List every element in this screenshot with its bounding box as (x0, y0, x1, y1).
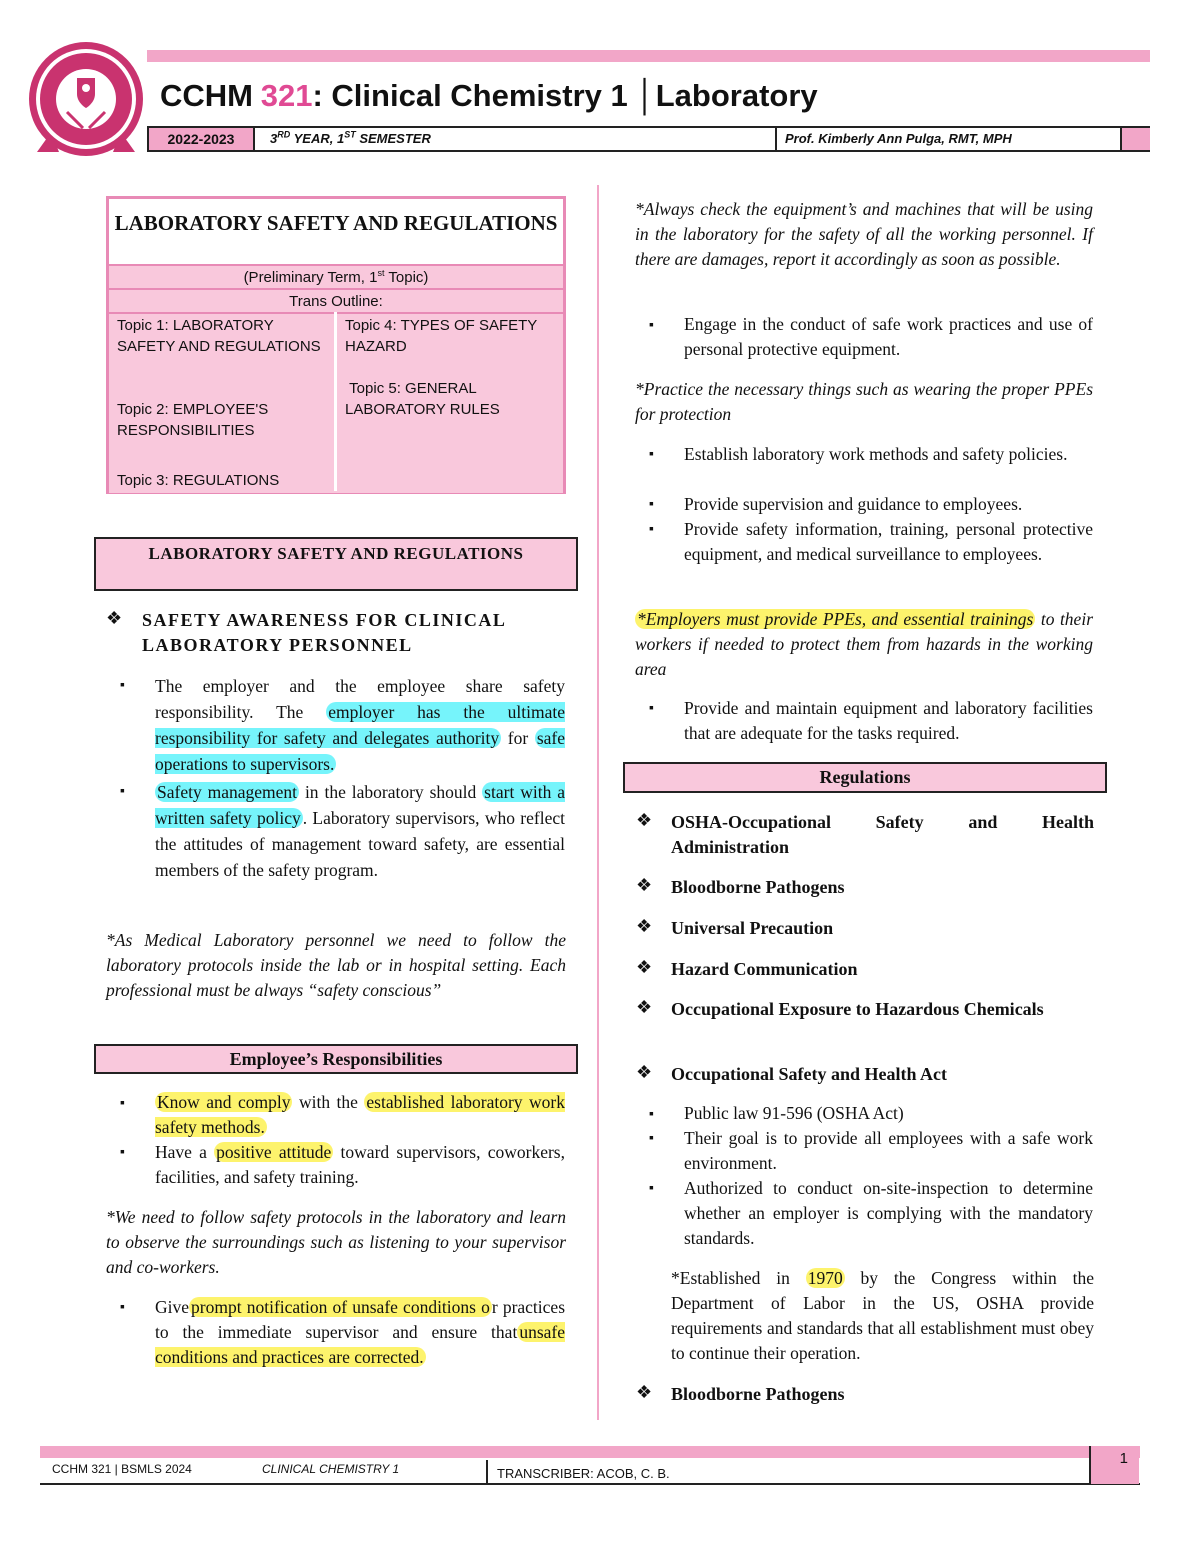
section-header-regulations: Regulations (623, 762, 1107, 793)
note-employers-ppe: *Employers must provide PPEs, and essential trainings to their workers if needed to protect them from hazards in the working area (635, 609, 1093, 679)
reg-osh-act: Occupational Safety and Health Act (671, 1064, 948, 1084)
square-bullet-icon: ▪ (649, 497, 654, 512)
bullet-engage-safe-practices: Engage in the conduct of safe work practices and use of personal protective equipment. (684, 314, 1093, 359)
footer-course-code: CCHM 321 | BSMLS 2024 (52, 1462, 192, 1476)
note-established-1970: *Established in 1970 by the Congress within the Department of Labor in the US, OSHA provide requirements and standards that all establishment must obey to continue their operation. (671, 1268, 1095, 1363)
outline-topic-2: Topic 2: EMPLOYEE'S RESPONSIBILITIES (117, 401, 269, 439)
square-bullet-icon: ▪ (649, 701, 654, 716)
section-header-lab-safety: LABORATORY SAFETY AND REGULATIONS (94, 537, 578, 591)
outline-trans-label: Trans Outline: (109, 288, 563, 314)
footer-course-name: CLINICAL CHEMISTRY 1 (262, 1462, 400, 1476)
reg-occupational-exposure: Occupational Exposure to Hazardous Chemicals (671, 999, 1044, 1019)
square-bullet-icon: ▪ (120, 678, 125, 693)
diamond-bullet-icon: ❖ (636, 916, 653, 936)
reg-hazard-communication: Hazard Communication (671, 959, 858, 979)
square-bullet-icon: ▪ (649, 447, 654, 462)
bullet-positive-attitude: Have a positive attitude toward supervisors, coworkers, facilities, and safety training. (155, 1142, 565, 1187)
course-prefix: CCHM (160, 78, 253, 113)
diamond-bullet-icon: ❖ (636, 875, 653, 895)
osha-goal: Their goal is to provide all employees with a safe work environment. (684, 1128, 1093, 1173)
note-follow-protocols: *We need to follow safety protocols in the laboratory and learn to observe the surroundings such as listening to your supervisor and co-workers. (106, 1207, 566, 1277)
bullet-prompt-notification: Give prompt notification of unsafe conditions o r practices to the immediate supervisor and ensure that unsafe conditions and practices are corrected. (155, 1297, 566, 1367)
reg-bloodborne: Bloodborne Pathogens (671, 877, 845, 897)
diamond-bullet-icon: ❖ (636, 957, 653, 977)
awareness-title: SAFETY AWARENESS FOR CLINICAL LABORATORY PERSONNEL (142, 610, 506, 655)
diamond-bullet-icon: ❖ (636, 997, 653, 1017)
square-bullet-icon: ▪ (120, 784, 125, 799)
square-bullet-icon: ▪ (120, 1300, 125, 1315)
header-accent-bar (147, 50, 1150, 62)
course-number: 321 (260, 78, 313, 113)
bullet-supervision: Provide supervision and guidance to employees. (684, 494, 1023, 514)
reg-osha: OSHA-Occupational Safety and Health Administration (671, 812, 1094, 857)
footer-separator (486, 1460, 488, 1485)
square-bullet-icon: ▪ (120, 1145, 125, 1160)
diamond-bullet-icon: ❖ (106, 608, 123, 628)
professor-name: Prof. Kimberly Ann Pulga, RMT, MPH (785, 131, 1012, 146)
diamond-bullet-icon: ❖ (636, 1062, 653, 1082)
note-check-equipment: *Always check the equipment’s and machines that will be using in the laboratory for the safety of all the working personnel. If there are damages, report it accordingly as soon as possible. (635, 199, 1093, 269)
outline-topic-4: Topic 4: TYPES OF SAFETY HAZARD (345, 317, 538, 355)
course-title (160, 78, 818, 114)
section-header-employee-responsibilities: Employee’s Responsibilities (94, 1044, 578, 1074)
course-name: : Clinical Chemistry 1 │Laboratory (312, 78, 818, 113)
academic-year: 2022-2023 (149, 128, 255, 150)
diamond-bullet-icon: ❖ (636, 1382, 653, 1402)
square-bullet-icon: ▪ (649, 318, 654, 333)
column-divider (597, 185, 599, 1420)
semester-label: 3RD YEAR, 1ST SEMESTER (270, 129, 431, 146)
page-number: 1 (1119, 1450, 1128, 1467)
footer-accent-bar (40, 1446, 1140, 1458)
note-protocols: *As Medical Laboratory personnel we need to follow the laboratory protocols inside the lab or in hospital setting. Each professional must be always “safety conscious” (106, 930, 566, 1000)
outline-title: LABORATORY SAFETY AND REGULATIONS (114, 211, 558, 235)
outline-topic-5: Topic 5: GENERAL LABORATORY RULES (345, 380, 500, 418)
bullet-safety-management: Safety management in the laboratory should start with a written safety policy . Laboratory supervisors, who reflect the attitudes of management toward safety, are essential members of the safety program. (155, 782, 566, 880)
outline-term: (Preliminary Term, 1st Topic) (109, 264, 563, 290)
osha-public-law: Public law 91-596 (OSHA Act) (684, 1103, 904, 1123)
outline-cell-divider (334, 312, 337, 491)
bullet-maintain-equipment: Provide and maintain equipment and laboratory facilities that are adequate for the tasks required. (684, 698, 1093, 743)
bullet-establish-methods: Establish laboratory work methods and safety policies. (684, 444, 1068, 464)
footer-transcriber: TRANSCRIBER: ACOB, C. B. (497, 1466, 670, 1481)
university-seal-icon (27, 40, 145, 158)
bullet-shared-responsibility: The employer and the employee share safety responsibility. The employer has the ultimate responsibility for safety and delegates authority for safe operations to supervisors. (155, 676, 565, 774)
outline-topic-3: Topic 3: REGULATIONS (117, 472, 280, 489)
square-bullet-icon: ▪ (649, 522, 654, 537)
diamond-bullet-icon: ❖ (636, 810, 653, 830)
reg-universal-precaution: Universal Precaution (671, 918, 834, 938)
square-bullet-icon: ▪ (649, 1131, 654, 1146)
reg-bloodborne-2: Bloodborne Pathogens (671, 1384, 845, 1404)
square-bullet-icon: ▪ (649, 1181, 654, 1196)
info-bar-end (1120, 128, 1150, 150)
square-bullet-icon: ▪ (120, 1096, 125, 1111)
outline-topic-1: Topic 1: LABORATORY SAFETY AND REGULATIONS (117, 317, 321, 355)
bullet-know-comply: Know and comply with the established laboratory work safety methods. (155, 1092, 565, 1137)
square-bullet-icon: ▪ (649, 1107, 654, 1122)
note-practice-ppe: *Practice the necessary things such as wearing the proper PPEs for protection (635, 379, 1093, 424)
bullet-safety-information: Provide safety information, training, personal protective equipment, and medical surveillance to employees. (684, 519, 1093, 564)
osha-inspection: Authorized to conduct on-site-inspection to determine whether an employer is complying with the mandatory standards. (684, 1178, 1093, 1248)
